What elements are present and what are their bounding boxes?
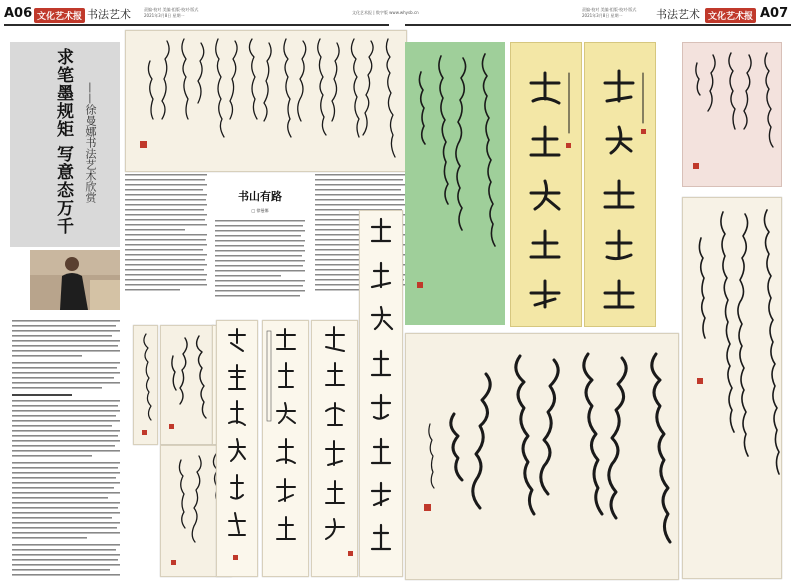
section-name-right: 书法艺术 (656, 8, 700, 21)
essay-author: □ 徐曼娜 (251, 208, 269, 213)
essay-title: 书山有路 (238, 190, 282, 203)
feature-title-panel (10, 42, 120, 247)
regular-script-scroll-a (216, 320, 258, 577)
brand-logo-right: 文化艺术报 (705, 8, 756, 23)
header-date-left: 2021年3月8日 星期一 (144, 13, 185, 18)
yellow-couplet-right (584, 42, 656, 327)
regular-script-scroll-b (262, 320, 309, 577)
page-number-right: A07 (760, 6, 789, 21)
header-info-right: 责编·校对 美编·组版·校对·版式 (582, 7, 637, 12)
feature-subtitle: ——徐曼娜书法艺术欣赏 (84, 82, 97, 203)
green-paper-scroll (405, 42, 505, 325)
short-calligraphy-scroll (160, 325, 214, 445)
regular-script-scroll-c (311, 320, 358, 577)
tall-regular-script-scroll (359, 210, 403, 577)
portrait-photo (30, 250, 120, 310)
feature-title: 求笔墨规矩 写意态万千 (53, 48, 73, 235)
header-rule-left (4, 24, 389, 26)
yellow-couplet-left (510, 42, 582, 327)
tall-cursive-sheet-right (682, 197, 782, 579)
pink-calligraphy-sheet (682, 42, 782, 187)
header-date-right: 2021年3月8日 星期一 (582, 13, 623, 18)
brand-logo-left: 文化艺术报 (34, 8, 85, 23)
narrow-scroll-1 (133, 325, 158, 445)
intro-text-block (12, 318, 120, 580)
calligraphy-cursive-sheet (125, 30, 407, 172)
center-header: 文化艺术报 | 数字版 www.whysb.cn (352, 10, 419, 15)
section-name-left: 书法艺术 (87, 8, 131, 21)
page-number-left: A06 (4, 6, 33, 21)
header-info-left: 责编·校对 美编·组版·校对·版式 (144, 7, 199, 12)
large-cursive-sheet-bottom (405, 333, 679, 580)
header-rule-right (405, 24, 791, 26)
